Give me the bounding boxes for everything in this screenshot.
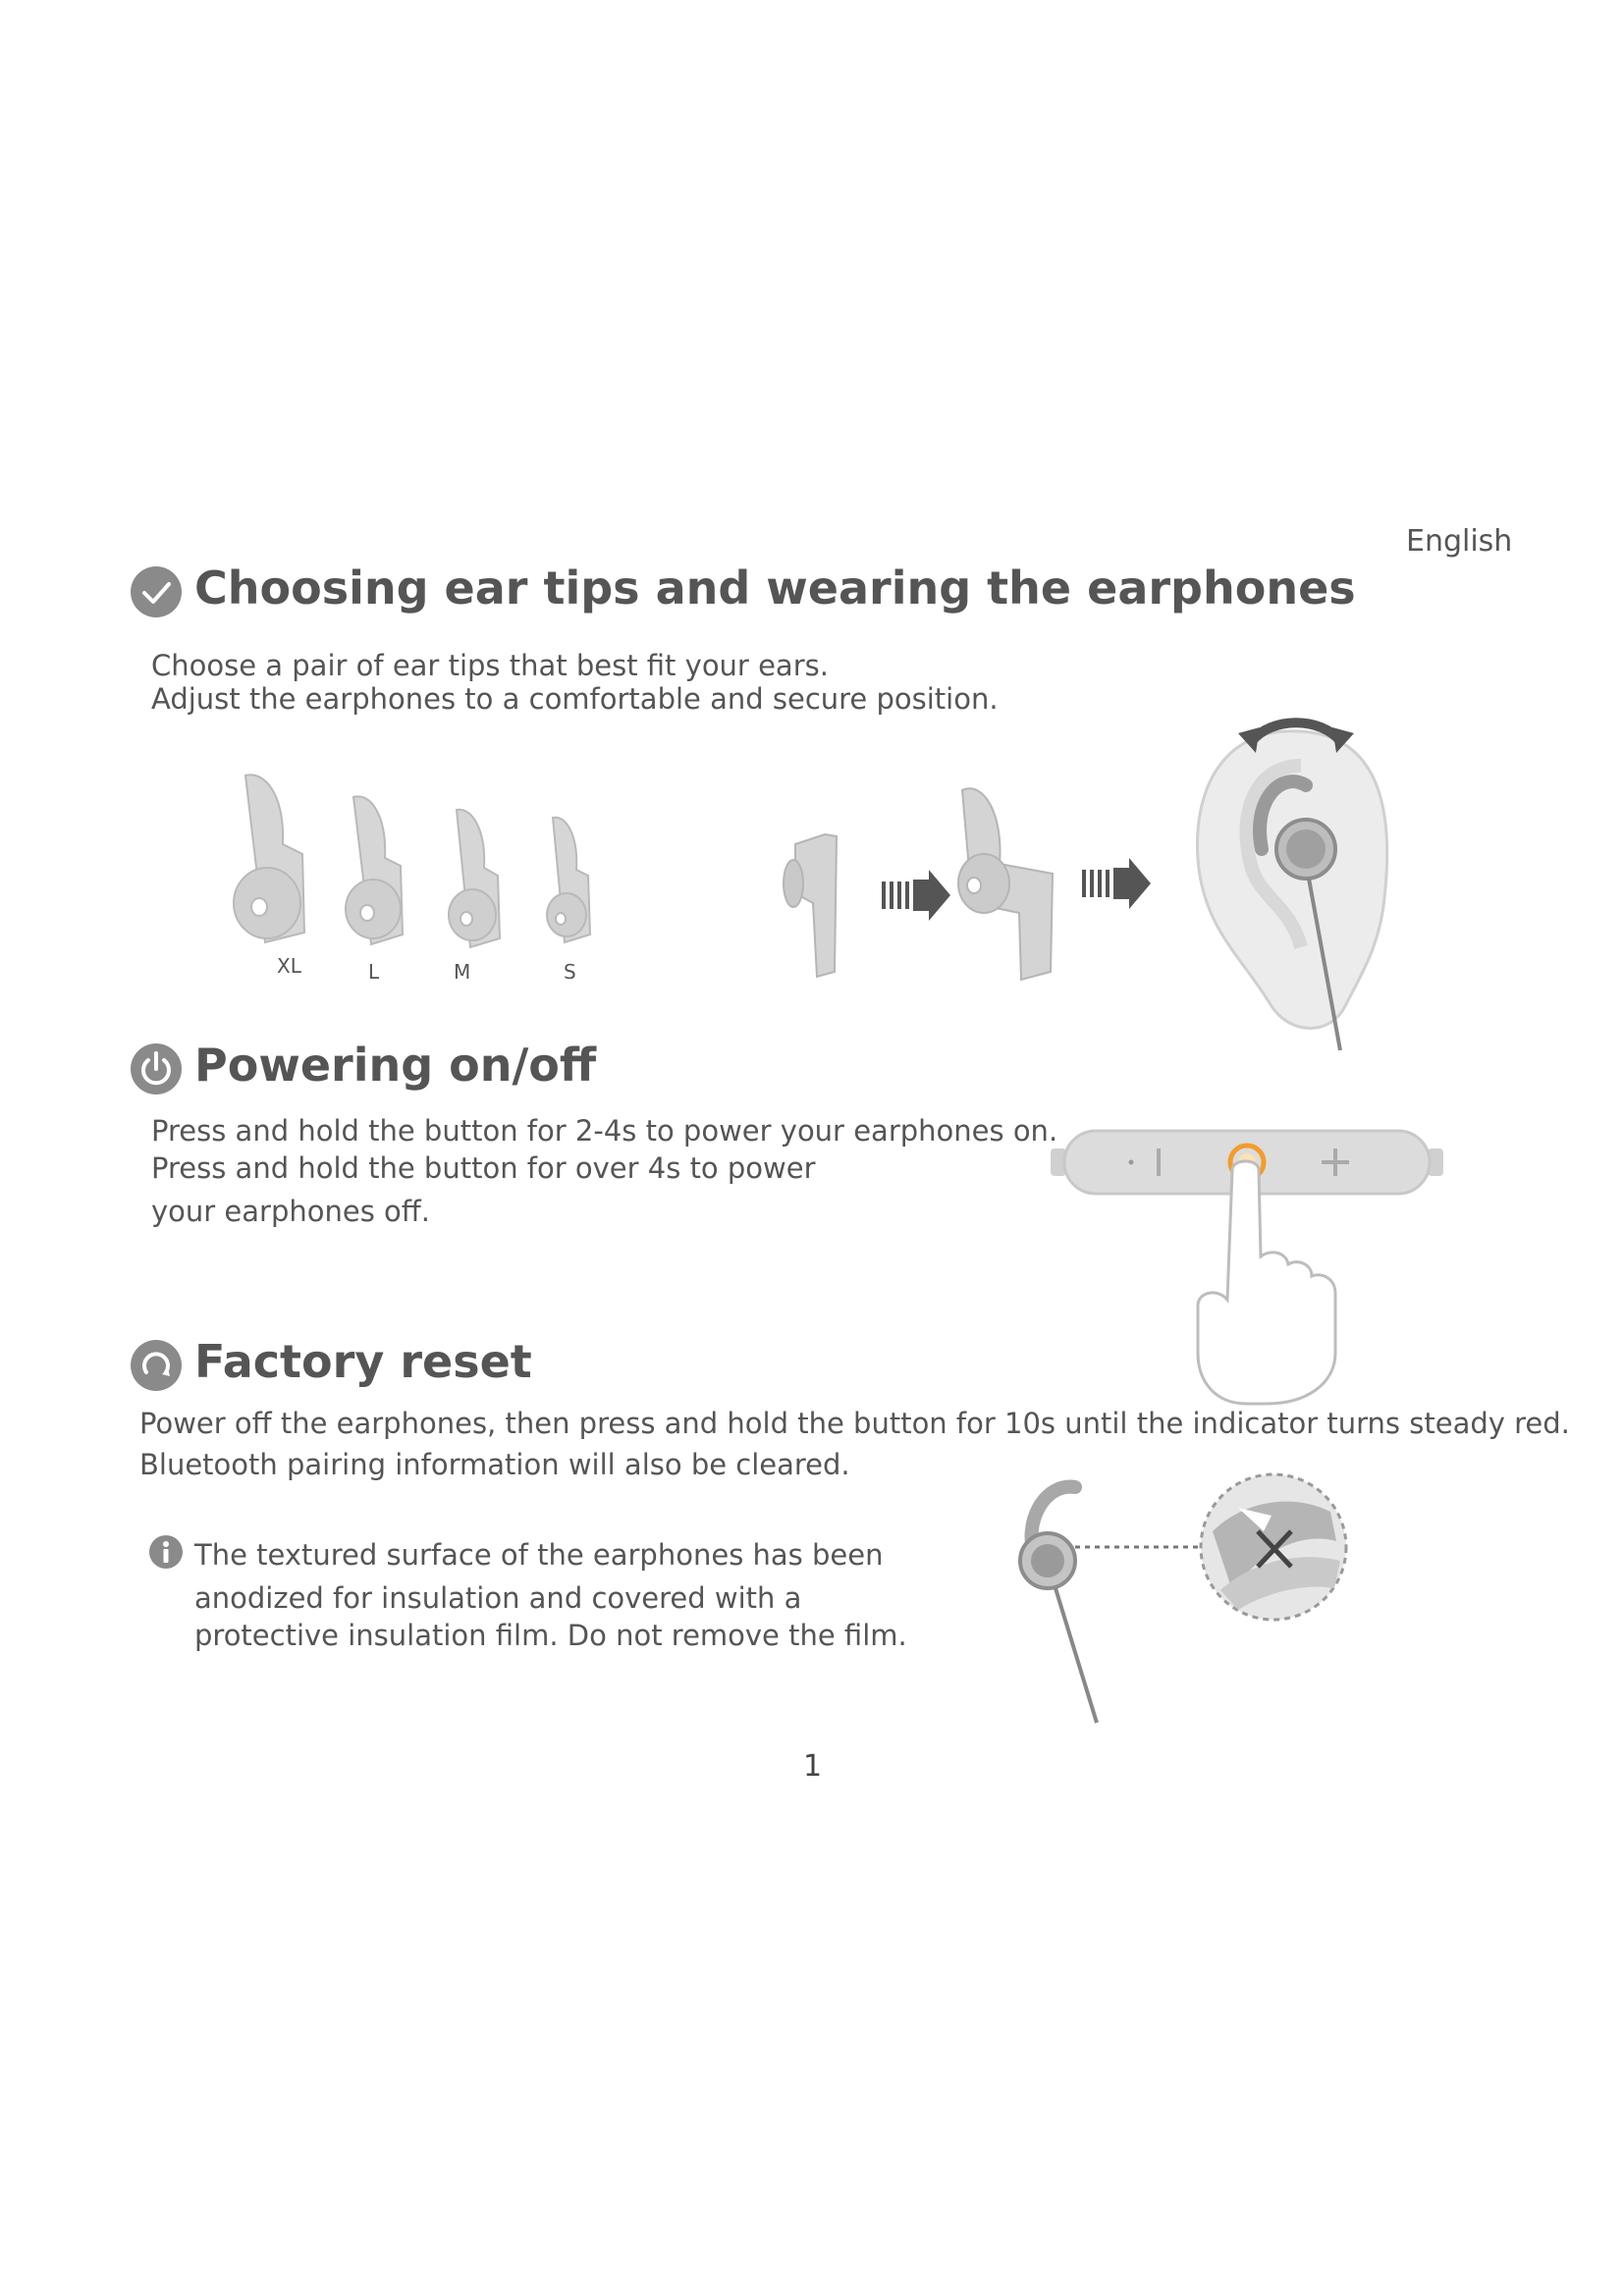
size-label-s: S (564, 960, 576, 984)
section-title-factory-reset: Factory reset (194, 1335, 532, 1388)
note-line-1: The textured surface of the earphones has been (194, 1538, 884, 1572)
info-icon (148, 1534, 184, 1570)
note-line-3: protective insulation film. Do not remove the film. (194, 1619, 907, 1652)
section-title-power: Powering on/off (194, 1039, 597, 1092)
checkmark-circle-icon (130, 565, 183, 618)
reset-circle-icon (130, 1339, 183, 1392)
power-circle-icon (130, 1042, 183, 1095)
power-line-3: your earphones off. (151, 1195, 430, 1228)
reset-line-2: Bluetooth pairing information will also be cleared. (139, 1448, 850, 1481)
size-label-m: M (454, 960, 471, 984)
ear-tip-sizes-illustration (226, 766, 638, 962)
size-label-xl: XL (277, 954, 301, 978)
insulation-film-illustration (1006, 1472, 1360, 1728)
power-button-press-illustration (1051, 1119, 1443, 1404)
ear-tips-line-1: Choose a pair of ear tips that best fit your ears. (151, 649, 829, 682)
section-title-ear-tips: Choosing ear tips and wearing the earphones (194, 561, 1356, 614)
language-label: English (1406, 524, 1513, 559)
attach-ear-tip-illustration (766, 775, 1178, 991)
power-line-2: Press and hold the button for over 4s to power (151, 1151, 816, 1185)
note-line-2: anodized for insulation and covered with a (194, 1581, 802, 1615)
reset-line-1: Power off the earphones, then press and hold the button for 10s until the indicator turns steady red. (139, 1407, 1570, 1440)
ear-wearing-illustration (1183, 712, 1409, 1055)
power-line-1: Press and hold the button for 2-4s to power your earphones on. (151, 1114, 1058, 1148)
page-number: 1 (803, 1749, 823, 1784)
ear-tips-line-2: Adjust the earphones to a comfortable and secure position. (151, 682, 999, 716)
size-label-l: L (368, 960, 380, 984)
